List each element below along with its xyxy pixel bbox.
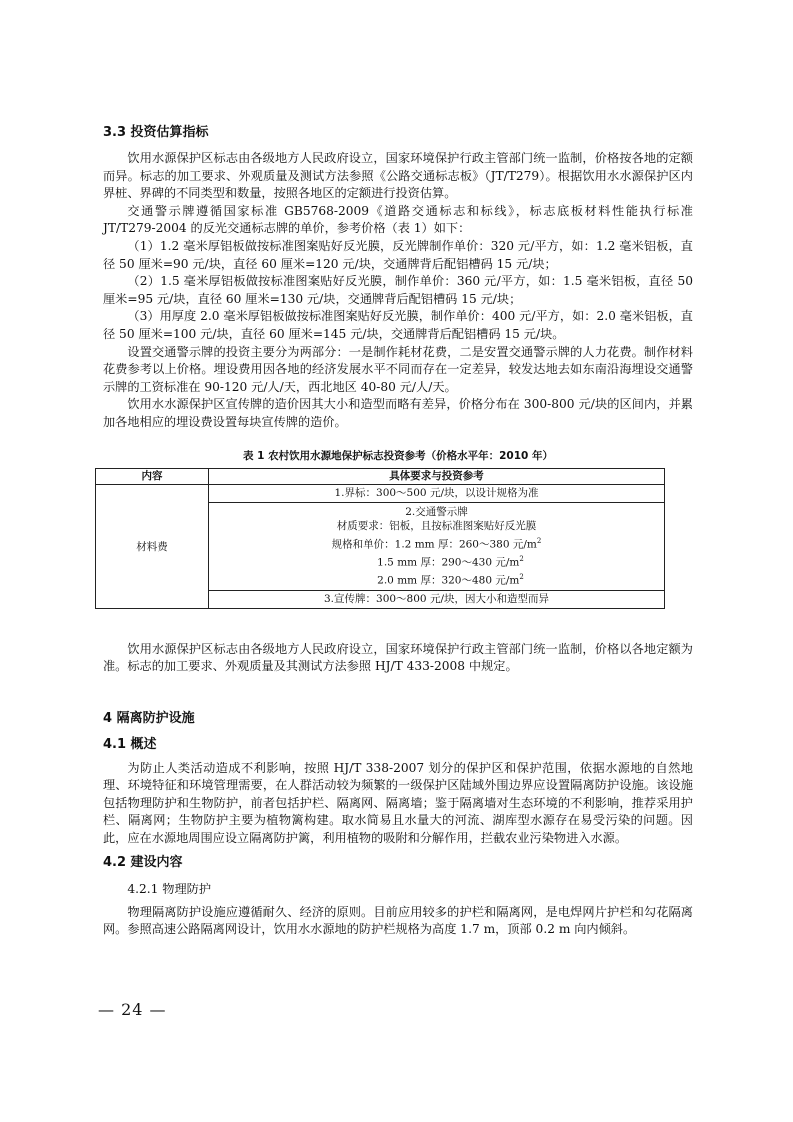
table-header-requirements: 具体要求与投资参考 <box>209 468 665 484</box>
paragraph-sec33-1: 饮用水源保护区标志由各级地方人民政府设立，国家环境保护行政主管部门统一监制，价格按各地的定额而异。标志的加工要求、外观质量及测试方法参照《公路交通标志板》（JT/T279）。根据饮用水水源保护区内界桩、界碑的不同类型和数量，按照各地区的定额进行投资估算。 <box>103 151 693 201</box>
table-cell-publicity-sign: 3.宣传牌：300～800 元/块，因大小和造型而异 <box>209 590 665 608</box>
section-3-3-heading: 3.3 投资估算指标 <box>103 125 209 140</box>
paragraph-sec33-3: （1）1.2 毫米厚铝板做按标准图案贴好反光膜，反光牌制作单价：320 元/平方，如：1.2 毫米铝板，直径 50 厘米=90 元/块，直径 60 厘米=120 元/块，交通牌背后配铝槽码 15 元/块； <box>103 238 693 271</box>
section-4-2-1-heading: 4.2.1 物理防护 <box>127 881 212 896</box>
section-4-heading: 4 隔离防护设施 <box>103 710 195 726</box>
section-4-2-heading: 4.2 建设内容 <box>103 854 183 870</box>
traffic-sign-spec-1-5mm: 1.5 mm 厚：290～430 元$/m^2$ <box>377 554 524 568</box>
traffic-sign-spec-2-0mm: 2.0 mm 厚：320～480 元$/m^2$ <box>377 572 524 586</box>
paragraph-sec33-2: 交通警示牌遵循国家标准 GB5768-2009《道路交通标志和标线》，标志底板材料性能执行标准 JT/T279-2004 的反光交通标志牌的单价，参考价格（表 1）如下： <box>103 203 693 236</box>
paragraph-after-table: 饮用水源保护区标志由各级地方人民政府设立，国家环境保护行政主管部门统一监制，价格以各地定额为准。标志的加工要求、外观质量及其测试方法参照 HJ/T 433-2008 中规定。 <box>103 641 693 674</box>
paragraph-sec33-4: （2）1.5 毫米厚铝板做按标准图案贴好反光膜，制作单价：360 元/平方，如：1.5 毫米铝板，直径 50 厘米=95 元/块，直径 60 厘米=130 元/块，交通牌背后配铝槽码 15 元/块； <box>103 274 693 306</box>
page-number: — 24 — <box>98 1000 167 1019</box>
table-row <box>96 484 665 502</box>
table-header-content: 内容 <box>96 468 209 484</box>
table-cell-traffic-sign <box>209 502 665 590</box>
paragraph-sec33-7: 饮用水水源保护区宣传牌的造价因其大小和造型而略有差异，价格分布在 300-800 元/块的区间内，并累加各地相应的埋设费设置每块宣传牌的造价。 <box>103 397 693 429</box>
paragraph-sec33-5: （3）用厚度 2.0 毫米厚铝板做按标准图案贴好反光膜，制作单价：400 元/平方，如：2.0 毫米铝板，直径 50 厘米=100 元/块，直径 60 厘米=145 元/块，交通牌背后配铝槽码 15 元/块。 <box>103 309 693 341</box>
table-1 <box>95 468 665 609</box>
section-4-1-heading: 4.1 概述 <box>103 736 157 752</box>
table-1-caption: 表 1 农村饮用水源地保护标志投资参考（价格水平年：2010 年） <box>243 449 553 462</box>
page-content <box>103 122 693 939</box>
paragraph-sec41: 为防止人类活动造成不利影响，按照 HJ/T 338-2007 划分的保护区和保护范围，依据水源地的自然地理、环境特征和环境管理需要，在人群活动较为频繁的一级保护区陆域外围边界应设置隔离防护设施。该设施包括物理防护和生物防护，前者包括护栏、隔离网、隔离墙；鉴于隔离墙对生态环境的不利影响，推荐采用护栏、隔离网；生物防护主要为植物篱构建。取水简易且水量大的河流、湖库型水源存在易受污染的问题。因此，应在水源地周围应设立隔离防护篱，利用植物的吸附和分解作用，拦截农业污染物进入水源。 <box>103 760 693 846</box>
table-header-row <box>96 468 665 484</box>
traffic-sign-title: 2.交通警示牌 <box>405 505 468 518</box>
traffic-sign-material: 材质要求：铝板，且按标准图案贴好反光膜 <box>336 520 537 532</box>
traffic-sign-spec-1-2mm: 规格和单价：1.2 mm 厚：260～380 元$/m^2$ <box>331 536 542 550</box>
paragraph-sec33-6: 设置交通警示牌的投资主要分为两部分：一是制作耗材花费，二是安置交通警示牌的人力花费。制作材料花费参考以上价格。埋设费用因各地的经济发展水平不同而存在一定差异，较发达地去如东南沿海埋设交通警示牌的工资标准在 90-120 元/人/天，西北地区 40-80 元/人/天。 <box>103 344 693 394</box>
table-cell-category: 材料费 <box>96 484 209 608</box>
table-cell-boundary-marker: 1.界标：300～500 元/块，以设计规格为准 <box>209 484 665 502</box>
paragraph-sec421: 物理隔离防护设施应遵循耐久、经济的原则。目前应用较多的护栏和隔离网，是电焊网片护栏和勾花隔离网。参照高速公路隔离网设计，饮用水水源地的防护栏规格为高度 1.7 m，顶部 0.2 m 向内倾斜。 <box>103 904 693 937</box>
